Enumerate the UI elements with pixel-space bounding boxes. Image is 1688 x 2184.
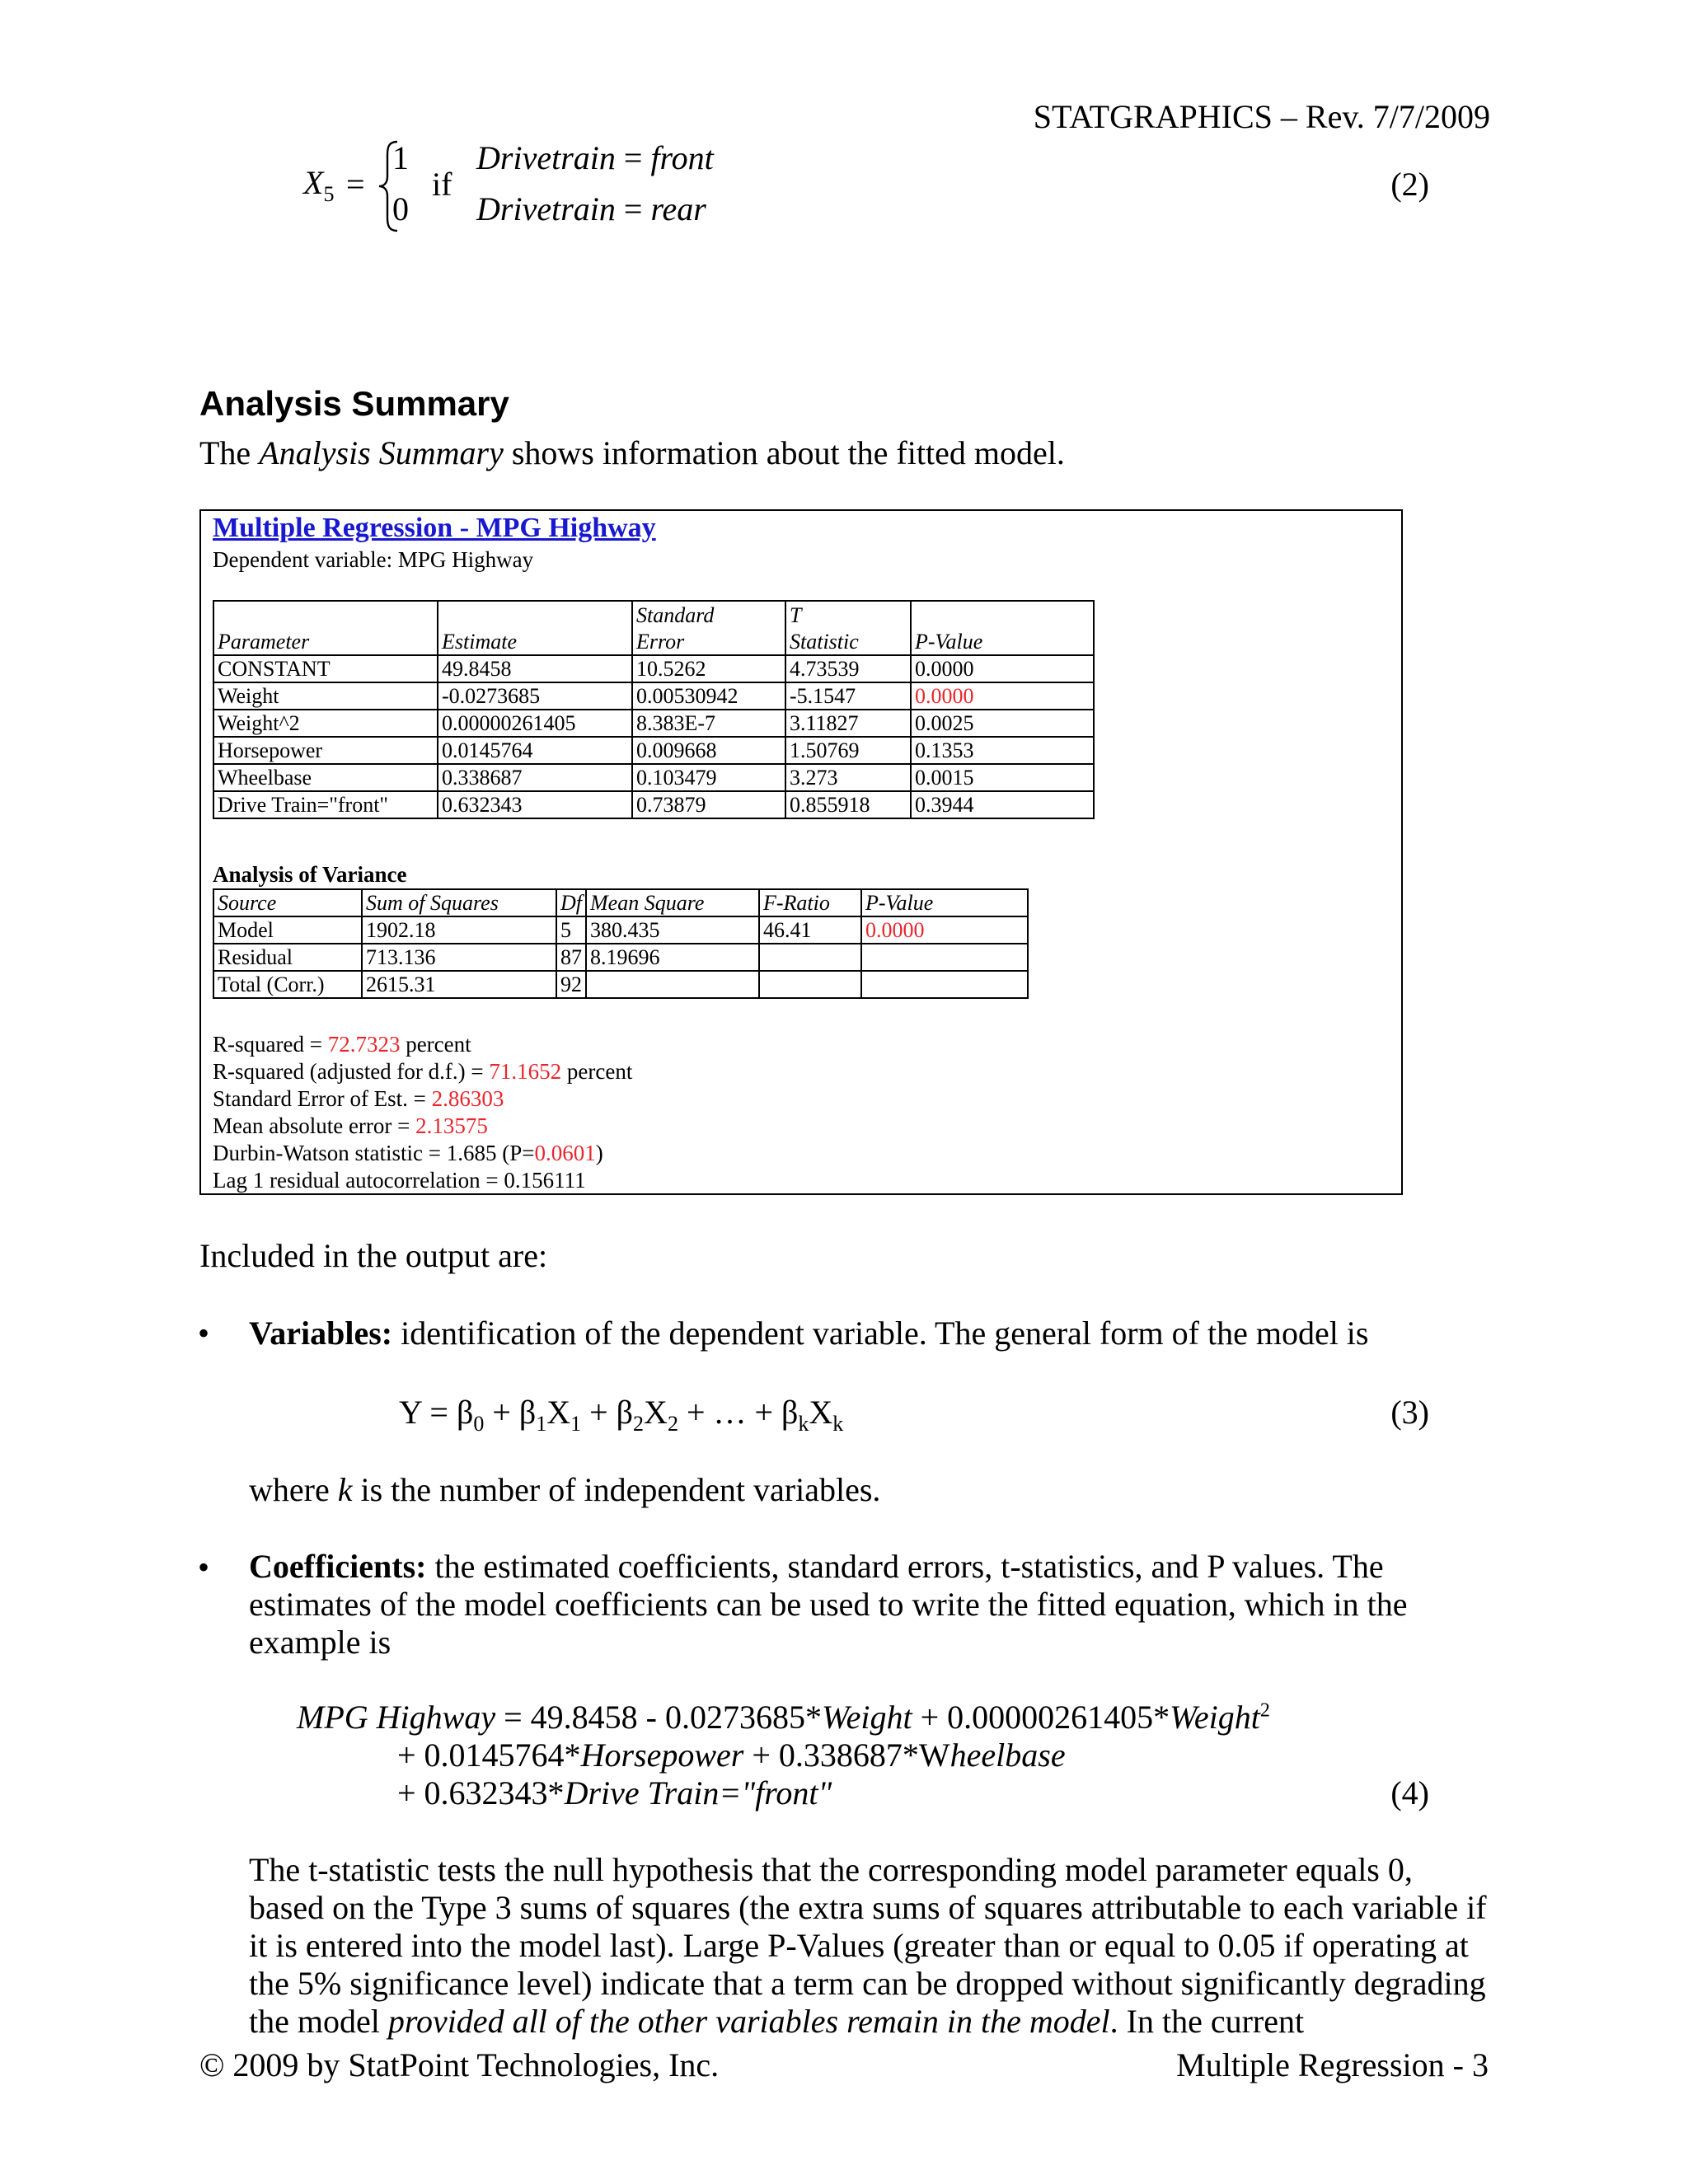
lag1-autocorrelation-line: Lag 1 residual autocorrelation = 0.156111: [213, 1168, 586, 1193]
running-header: STATGRAPHICS – Rev. 7/7/2009: [1033, 98, 1490, 135]
coefficients-table: [213, 600, 1095, 819]
piecewise-if: if: [432, 166, 452, 203]
adjusted-r-squared-line: R-squared (adjusted for d.f.) = 71.1652 percent: [213, 1059, 633, 1084]
fitted-equation-line-3: + 0.632343*Drive Train="front": [397, 1774, 832, 1811]
section-intro: The Analysis Summary shows information about the fitted model.: [199, 434, 1065, 471]
piecewise-value-1: 1: [392, 139, 409, 176]
piecewise-value-0: 0: [392, 190, 409, 227]
piecewise-condition-front: Drivetrain = front: [476, 139, 714, 176]
bullet-icon: •: [198, 1315, 210, 1352]
anova-title: Analysis of Variance: [213, 862, 407, 887]
included-heading: Included in the output are:: [199, 1237, 548, 1274]
fitted-equation-line-1: MPG Highway = 49.8458 - 0.0273685*Weight + 0.00000261405*Weight$^2$: [297, 1699, 1270, 1736]
fitted-equation-line-2: + 0.0145764*Horsepower + 0.338687*Wheelbase: [397, 1736, 1066, 1774]
equals-sign: =: [346, 166, 365, 203]
table-row: Residual 713.136 87 8.19696: [213, 944, 1028, 971]
table-row: Weight -0.0273685 0.00530942 -5.1547 0.0000: [213, 682, 1094, 710]
footer-copyright: © 2009 by StatPoint Technologies, Inc.: [199, 2046, 720, 2083]
table-header-row: Source Sum of Squares Df Mean Square F-Ratio P-Value: [213, 889, 1028, 916]
table-row: Wheelbase 0.338687 0.103479 3.273 0.0015: [213, 764, 1094, 791]
piecewise-condition-rear: Drivetrain = rear: [476, 190, 706, 227]
table-row: Drive Train="front" 0.632343 0.73879 0.855918 0.3944: [213, 791, 1094, 818]
x5-symbol: $X_5$: [303, 164, 335, 206]
table-row: Model 1902.18 5 380.435 46.41 0.0000: [213, 916, 1028, 944]
table-row: Horsepower 0.0145764 0.009668 1.50769 0.1353: [213, 737, 1094, 764]
bullet-icon: •: [198, 1549, 210, 1586]
standard-error-line: Standard Error of Est. = 2.86303: [213, 1086, 504, 1111]
bullet-coefficients: Coefficients: the estimated coefficients, standard errors, t-statistics, and P values. The estimates of the model coefficients can be used to write the fitted equation, which in the example is: [249, 1548, 1408, 1661]
table-header-row-top: Standard T: [213, 601, 1094, 629]
footer-page-number: Multiple Regression - 3: [1176, 2046, 1489, 2083]
table-row: Total (Corr.) 2615.31 92: [213, 971, 1028, 998]
bullet-variables: Variables: identification of the dependent variable. The general form of the model is: [249, 1315, 1369, 1352]
where-k-text: where k is the number of independent variables.: [249, 1471, 881, 1508]
mean-absolute-error-line: Mean absolute error = 2.13575: [213, 1113, 488, 1138]
table-row: Weight^2 0.00000261405 8.383E-7 3.11827 0.0025: [213, 710, 1094, 737]
section-title: Analysis Summary: [199, 384, 509, 423]
general-model-equation: $Y = \beta_0 + \beta_1X_1 + \beta_2X_2$ + … + $\beta_kX_k$: [399, 1394, 844, 1436]
equation-number-2: (2): [1390, 166, 1429, 203]
equation-number-4: (4): [1390, 1774, 1429, 1811]
r-squared-line: R-squared = 72.7323 percent: [213, 1032, 471, 1057]
output-title-link[interactable]: Multiple Regression - MPG Highway: [213, 513, 656, 543]
table-row: CONSTANT 49.8458 10.5262 4.73539 0.0000: [213, 655, 1094, 682]
table-header-row: Parameter Estimate Error Statistic P-Value: [213, 629, 1094, 655]
t-statistic-paragraph: The t-statistic tests the null hypothesis that the corresponding model parameter equals 0, based on the Type 3 sums of squares (the extra sums of squares attributable to each variable if it is entered into the model last). Large P-Values (greater than or equal to 0.05 if operating at the 5% significance level) indicate that a term can be dropped without significantly degrading the model provided all of the other variables remain in the model. In the current: [249, 1851, 1487, 2040]
equation-number-3: (3): [1390, 1394, 1429, 1431]
durbin-watson-line: Durbin-Watson statistic = 1.685 (P=0.0601): [213, 1141, 603, 1165]
dependent-variable-label: Dependent variable: MPG Highway: [213, 547, 534, 572]
anova-table: [213, 888, 1029, 999]
